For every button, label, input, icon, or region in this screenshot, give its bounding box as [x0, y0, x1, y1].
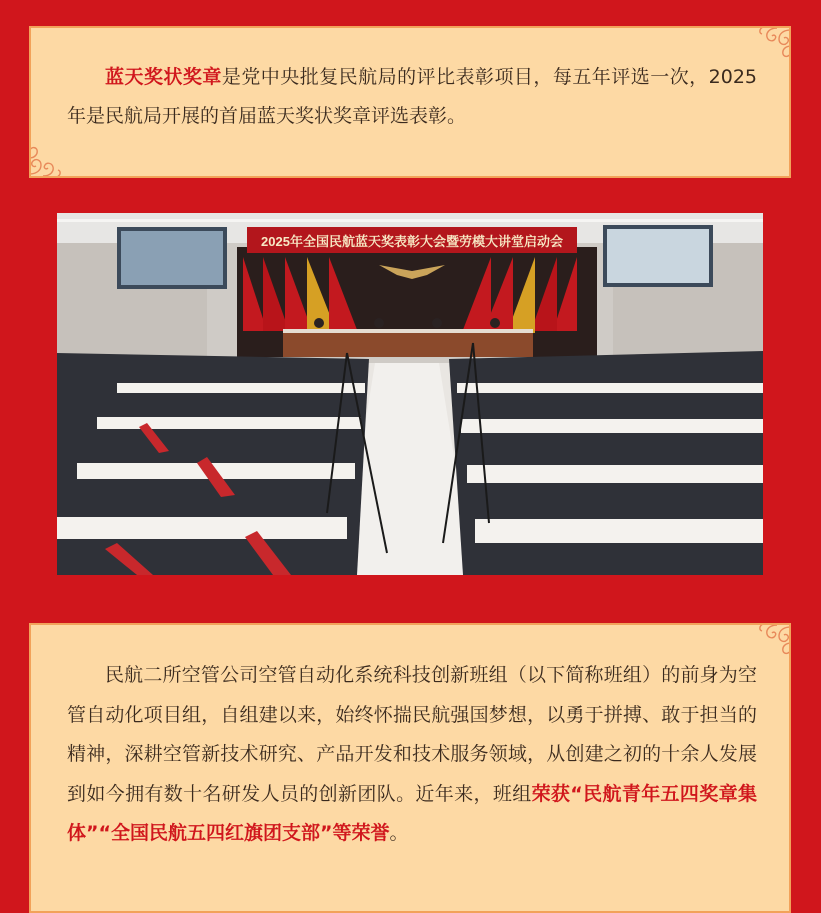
body-text: 民航二所空管公司空管自动化系统科技创新班组（以下简称班组）的前身为空管自动化项目组，自组建以来，始终怀揣民航强国梦想，以勇于拼搏、敢于担当的精神，深耕空管新技术研究、产品开发和技术服务领域，从创建之初的十余人发展到如今拥有数十名研发人员的创新团队。近年来，班组	[67, 664, 757, 805]
intro-text: 是党中央批复民航局的评比表彰项目，每五年评选一次，2025年是民航局开展的首届蓝天奖状奖章评选表彰。	[67, 66, 757, 127]
award-name: 蓝天奖状奖章	[105, 66, 222, 88]
intro-card	[29, 26, 791, 178]
intro-paragraph	[67, 58, 757, 136]
body-end: 。	[389, 822, 409, 844]
honor-text: 荣获“民航青年五四奖章集体”“全国民航五四红旗团支部”等荣誉	[67, 782, 757, 844]
body-paragraph	[67, 656, 757, 854]
cloud-ornament-icon	[739, 623, 791, 657]
cloud-ornament-icon	[29, 144, 81, 178]
cloud-ornament-icon	[739, 26, 791, 60]
body-card	[29, 623, 791, 913]
ceremony-photo	[57, 213, 763, 575]
banner-text: 2025年全国民航蓝天奖表彰大会暨劳模大讲堂启动会	[261, 234, 563, 249]
